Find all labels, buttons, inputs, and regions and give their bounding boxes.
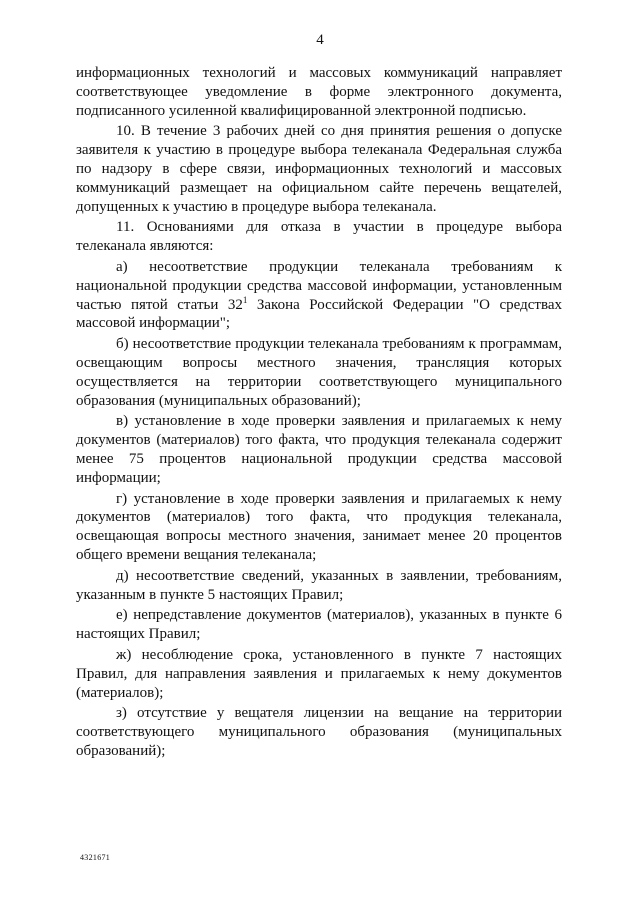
item-d: д) несоответствие сведений, указанных в заявлении, требованиям, указанным в пункте 5 настоящих Правил; <box>76 567 562 603</box>
page-number: 4 <box>316 32 324 48</box>
item-a <box>76 258 562 333</box>
item-v: в) установление в ходе проверки заявления и прилагаемых к нему документов (материалов) того факта, что продукция телеканала содержит менее 75 процентов национальной продукции средства массовой информации; <box>76 413 562 486</box>
paragraph-11: 11. Основаниями для отказа в участии в процедуре выбора телеканала являются: <box>76 219 562 255</box>
document-body <box>76 64 562 761</box>
item-e: е) непредставление документов (материалов), указанных в пункте 6 настоящих Правил; <box>76 607 562 643</box>
paragraph-continuation: информационных технологий и массовых коммуникаций направляет соответствующее уведомление в форме электронного документа, подписанного усиленной квалифицированной электронной подписью. <box>76 65 562 119</box>
item-a-text: а) несоответствие продукции телеканала требованиям к национальной продукции средства массовой информации, установленным частью пятой статьи 32 <box>76 258 562 313</box>
paragraph-10: 10. В течение 3 рабочих дней со дня принятия решения о допуске заявителя к участию в процедуре выбора телеканала Федеральная служба по надзору в сфере связи, информационных технологий и массовых коммуникаций размещает на официальном сайте перечень вещателей, допущенных к участию в процедуре выбора телеканала. <box>76 123 562 215</box>
item-a-superscript: 1 <box>242 294 248 305</box>
item-zh: ж) несоблюдение срока, установленного в пункте 7 настоящих Правил, для направления заявления и прилагаемых к нему документов (материалов); <box>76 646 562 701</box>
item-z: з) отсутствие у вещателя лицензии на вещание на территории соответствующего муниципального образования (муниципальных образований); <box>76 705 562 759</box>
item-a-text-end: Закона Российской Федерации "О средствах массовой информации"; <box>76 296 562 332</box>
item-g: г) установление в ходе проверки заявления и прилагаемых к нему документов (материалов) того факта, что продукция телеканала, освещающая вопросы местного значения, занимает менее 20 процентов общего времени вещания телеканала; <box>76 490 562 563</box>
document-code: 4321671 <box>80 853 111 862</box>
item-b: б) несоответствие продукции телеканала требованиям к программам, освещающим вопросы местного значения, трансляция которых осуществляется на территории соответствующего муниципального образования (муниципальных образований); <box>76 336 562 409</box>
